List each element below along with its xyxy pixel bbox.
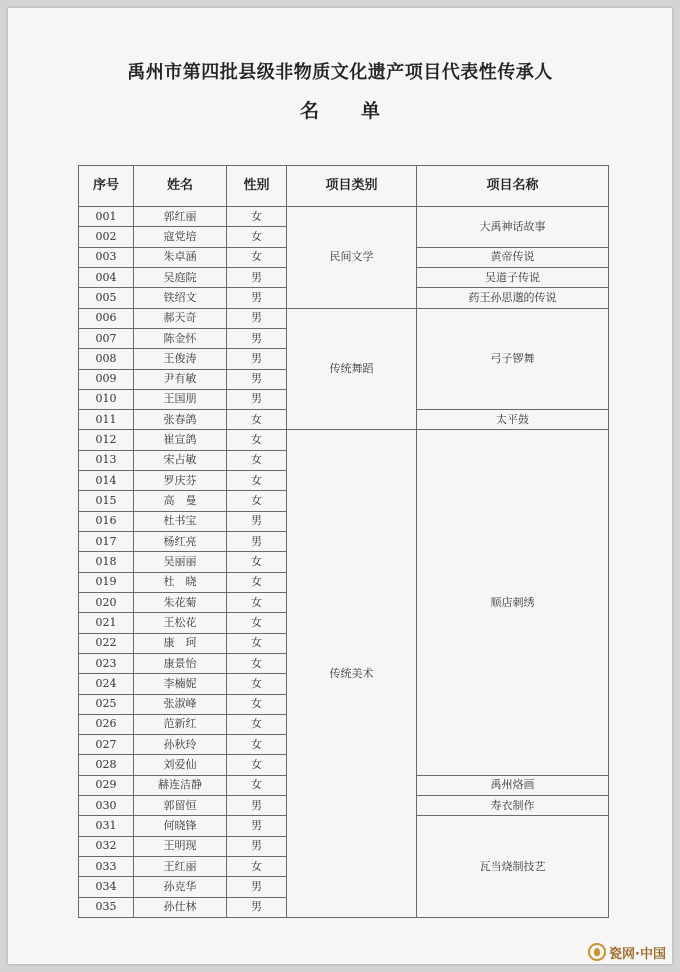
cell-category: 传统美术	[287, 430, 417, 918]
cell-project: 禹州烙画	[417, 775, 609, 795]
cell-gender: 女	[227, 653, 287, 673]
cell-name: 康 珂	[134, 633, 227, 653]
cell-project: 吴道子传说	[417, 267, 609, 287]
header-gender: 性别	[227, 166, 287, 207]
cell-name: 范新红	[134, 714, 227, 734]
cell-index: 006	[79, 308, 134, 328]
cell-name: 朱卓涵	[134, 247, 227, 267]
cell-project: 药王孙思邈的传说	[417, 288, 609, 308]
cell-gender: 男	[227, 288, 287, 308]
site-watermark	[588, 940, 666, 964]
cell-gender: 男	[227, 532, 287, 552]
cell-gender: 女	[227, 491, 287, 511]
cell-gender: 男	[227, 796, 287, 816]
cell-name: 铁绍文	[134, 288, 227, 308]
inheritor-table	[78, 165, 609, 918]
cell-gender: 男	[227, 836, 287, 856]
cell-gender: 女	[227, 552, 287, 572]
header-index: 序号	[79, 166, 134, 207]
cell-index: 024	[79, 674, 134, 694]
cell-name: 王松花	[134, 613, 227, 633]
document-subtitle: 名单	[299, 100, 422, 122]
table-header-row	[79, 166, 609, 207]
cell-index: 028	[79, 755, 134, 775]
cell-index: 023	[79, 653, 134, 673]
cell-name: 王俊涛	[134, 349, 227, 369]
cell-name: 崔宣鸽	[134, 430, 227, 450]
cell-gender: 女	[227, 247, 287, 267]
cell-index: 032	[79, 836, 134, 856]
cell-index: 007	[79, 328, 134, 348]
cell-gender: 男	[227, 816, 287, 836]
cell-gender: 女	[227, 410, 287, 430]
cell-project: 大禹神话故事	[417, 207, 609, 248]
cell-index: 014	[79, 471, 134, 491]
vase-logo-icon	[588, 943, 606, 961]
cell-index: 029	[79, 775, 134, 795]
table-row	[79, 207, 609, 227]
table-body	[79, 207, 609, 918]
cell-index: 016	[79, 511, 134, 531]
cell-gender: 女	[227, 755, 287, 775]
cell-project: 弓子锣舞	[417, 308, 609, 410]
cell-project: 顺店刺绣	[417, 430, 609, 775]
cell-index: 013	[79, 450, 134, 470]
cell-index: 019	[79, 572, 134, 592]
cell-name: 王国朋	[134, 389, 227, 409]
cell-name: 孙秋玲	[134, 735, 227, 755]
cell-gender: 女	[227, 735, 287, 755]
cell-name: 吴庭院	[134, 267, 227, 287]
cell-index: 027	[79, 735, 134, 755]
cell-gender: 女	[227, 430, 287, 450]
cell-name: 孙克华	[134, 877, 227, 897]
cell-index: 005	[79, 288, 134, 308]
cell-gender: 男	[227, 897, 287, 917]
cell-project: 瓦当烧制技艺	[417, 816, 609, 918]
cell-index: 015	[79, 491, 134, 511]
cell-gender: 女	[227, 714, 287, 734]
cell-gender: 女	[227, 450, 287, 470]
header-category: 项目类别	[287, 166, 417, 207]
cell-index: 001	[79, 207, 134, 227]
cell-gender: 女	[227, 694, 287, 714]
cell-name: 郭红丽	[134, 207, 227, 227]
cell-gender: 男	[227, 511, 287, 531]
cell-gender: 女	[227, 227, 287, 247]
cell-index: 017	[79, 532, 134, 552]
cell-index: 018	[79, 552, 134, 572]
cell-index: 030	[79, 796, 134, 816]
cell-index: 002	[79, 227, 134, 247]
cell-index: 004	[79, 267, 134, 287]
cell-index: 020	[79, 592, 134, 612]
cell-index: 008	[79, 349, 134, 369]
cell-name: 王明现	[134, 836, 227, 856]
cell-gender: 女	[227, 633, 287, 653]
cell-name: 陈金怀	[134, 328, 227, 348]
header-name: 姓名	[134, 166, 227, 207]
cell-gender: 女	[227, 674, 287, 694]
cell-name: 郭留恒	[134, 796, 227, 816]
cell-index: 021	[79, 613, 134, 633]
document-title: 禹州市第四批县级非物质文化遗产项目代表性传承人	[127, 62, 553, 83]
cell-name: 张春鸽	[134, 410, 227, 430]
cell-index: 011	[79, 410, 134, 430]
cell-gender: 女	[227, 592, 287, 612]
cell-index: 031	[79, 816, 134, 836]
cell-gender: 男	[227, 308, 287, 328]
cell-name: 王红丽	[134, 857, 227, 877]
cell-name: 赫连洁静	[134, 775, 227, 795]
cell-index: 035	[79, 897, 134, 917]
cell-category: 民间文学	[287, 207, 417, 309]
cell-index: 026	[79, 714, 134, 734]
cell-name: 郝天奇	[134, 308, 227, 328]
cell-gender: 男	[227, 328, 287, 348]
cell-name: 吴丽丽	[134, 552, 227, 572]
cell-name: 朱花菊	[134, 592, 227, 612]
cell-gender: 女	[227, 857, 287, 877]
cell-name: 尹有敏	[134, 369, 227, 389]
cell-category: 传统舞蹈	[287, 308, 417, 430]
cell-name: 张淑峰	[134, 694, 227, 714]
cell-index: 003	[79, 247, 134, 267]
cell-gender: 女	[227, 613, 287, 633]
cell-name: 李楠妮	[134, 674, 227, 694]
cell-index: 022	[79, 633, 134, 653]
cell-gender: 女	[227, 572, 287, 592]
watermark-text: 瓷网·中国	[609, 946, 666, 962]
cell-name: 高 曼	[134, 491, 227, 511]
cell-index: 034	[79, 877, 134, 897]
cell-gender: 女	[227, 207, 287, 227]
cell-name: 杨红亮	[134, 532, 227, 552]
cell-name: 寇党培	[134, 227, 227, 247]
cell-index: 033	[79, 857, 134, 877]
cell-gender: 男	[227, 349, 287, 369]
cell-index: 025	[79, 694, 134, 714]
cell-name: 孙仕林	[134, 897, 227, 917]
cell-project: 太平鼓	[417, 410, 609, 430]
table-row	[79, 430, 609, 450]
header-project: 项目名称	[417, 166, 609, 207]
cell-gender: 男	[227, 877, 287, 897]
cell-gender: 男	[227, 267, 287, 287]
cell-name: 康景怡	[134, 653, 227, 673]
cell-gender: 男	[227, 389, 287, 409]
cell-name: 刘爱仙	[134, 755, 227, 775]
cell-name: 杜 晓	[134, 572, 227, 592]
cell-gender: 女	[227, 775, 287, 795]
cell-index: 010	[79, 389, 134, 409]
cell-gender: 男	[227, 369, 287, 389]
cell-name: 杜书宝	[134, 511, 227, 531]
table-row	[79, 308, 609, 328]
cell-index: 012	[79, 430, 134, 450]
cell-project: 寿衣制作	[417, 796, 609, 816]
cell-project: 黄帝传说	[417, 247, 609, 267]
cell-name: 宋占敏	[134, 450, 227, 470]
cell-index: 009	[79, 369, 134, 389]
cell-name: 罗庆芬	[134, 471, 227, 491]
cell-name: 何晓锋	[134, 816, 227, 836]
cell-gender: 女	[227, 471, 287, 491]
